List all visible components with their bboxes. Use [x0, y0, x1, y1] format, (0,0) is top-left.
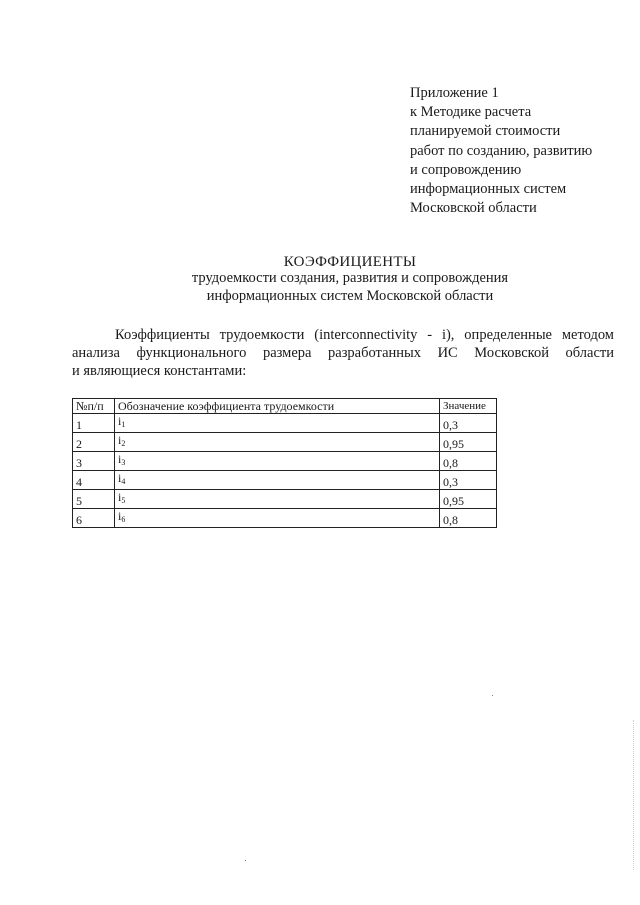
symbol-letter: i	[118, 509, 122, 523]
appendix-reference	[410, 84, 620, 218]
coefficient-value: 0,8	[440, 509, 497, 528]
symbol-index: 6	[121, 515, 126, 524]
symbol-letter: i	[118, 490, 122, 504]
table-row	[73, 452, 497, 471]
symbol-letter: i	[118, 414, 122, 428]
appendix-line: Московской области	[410, 200, 537, 217]
appendix-line: планируемой стоимости	[410, 123, 561, 140]
symbol-index: 4	[121, 477, 126, 486]
coefficient-value: 0,3	[440, 414, 497, 433]
coefficient-symbol	[115, 433, 440, 452]
row-number: 5	[73, 490, 115, 509]
document-title: КОЭФФИЦИЕНТЫ	[283, 254, 417, 270]
coefficient-symbol	[115, 471, 440, 490]
row-number: 3	[73, 452, 115, 471]
symbol-letter: i	[118, 452, 122, 466]
document-subtitle-line1: трудоемкости создания, развития и сопровождения	[191, 270, 509, 286]
symbol-letter: i	[118, 471, 122, 485]
coefficient-symbol	[115, 452, 440, 471]
symbol-index: 3	[121, 458, 126, 467]
coefficient-value: 0,95	[440, 490, 497, 509]
paragraph-line: и являющиеся константами:	[72, 363, 247, 379]
symbol-letter: i	[118, 433, 122, 447]
coefficient-symbol	[115, 509, 440, 528]
symbol-index: 1	[121, 420, 126, 429]
appendix-line: работ по созданию, развитию	[410, 142, 593, 159]
scan-speck	[492, 695, 493, 696]
intro-paragraph	[72, 326, 614, 380]
table-row	[73, 471, 497, 490]
coefficient-symbol	[115, 414, 440, 433]
coefficient-value: 0,3	[440, 471, 497, 490]
paragraph-line: Коэффициенты трудоемкости (interconnectivity - i), определенные методом	[115, 327, 614, 343]
table-header-row	[73, 399, 497, 414]
coefficient-value: 0,95	[440, 433, 497, 452]
column-header-number: №п/п	[73, 399, 115, 414]
symbol-index: 5	[121, 496, 126, 505]
table-row	[73, 490, 497, 509]
column-header-designation: Обозначение коэффициента трудоемкости	[115, 399, 440, 414]
coefficient-symbol	[115, 490, 440, 509]
row-number: 6	[73, 509, 115, 528]
coefficients-table	[72, 398, 497, 528]
scan-edge-artifact	[633, 720, 635, 870]
appendix-line: к Методике расчета	[410, 104, 532, 121]
table-row	[73, 433, 497, 452]
table-row	[73, 509, 497, 528]
paragraph-line: анализа функционального размера разработанных ИС Московской области	[72, 345, 614, 361]
column-header-value: Значение	[440, 399, 497, 414]
scan-speck	[245, 860, 246, 861]
appendix-line: Приложение 1	[410, 85, 499, 101]
table-row	[73, 414, 497, 433]
coefficient-value: 0,8	[440, 452, 497, 471]
appendix-line: информационных систем	[410, 181, 567, 198]
row-number: 2	[73, 433, 115, 452]
row-number: 1	[73, 414, 115, 433]
symbol-index: 2	[121, 439, 126, 448]
document-subtitle-line2: информационных систем Московской области	[206, 288, 494, 304]
row-number: 4	[73, 471, 115, 490]
appendix-line: и сопровождению	[410, 161, 522, 178]
